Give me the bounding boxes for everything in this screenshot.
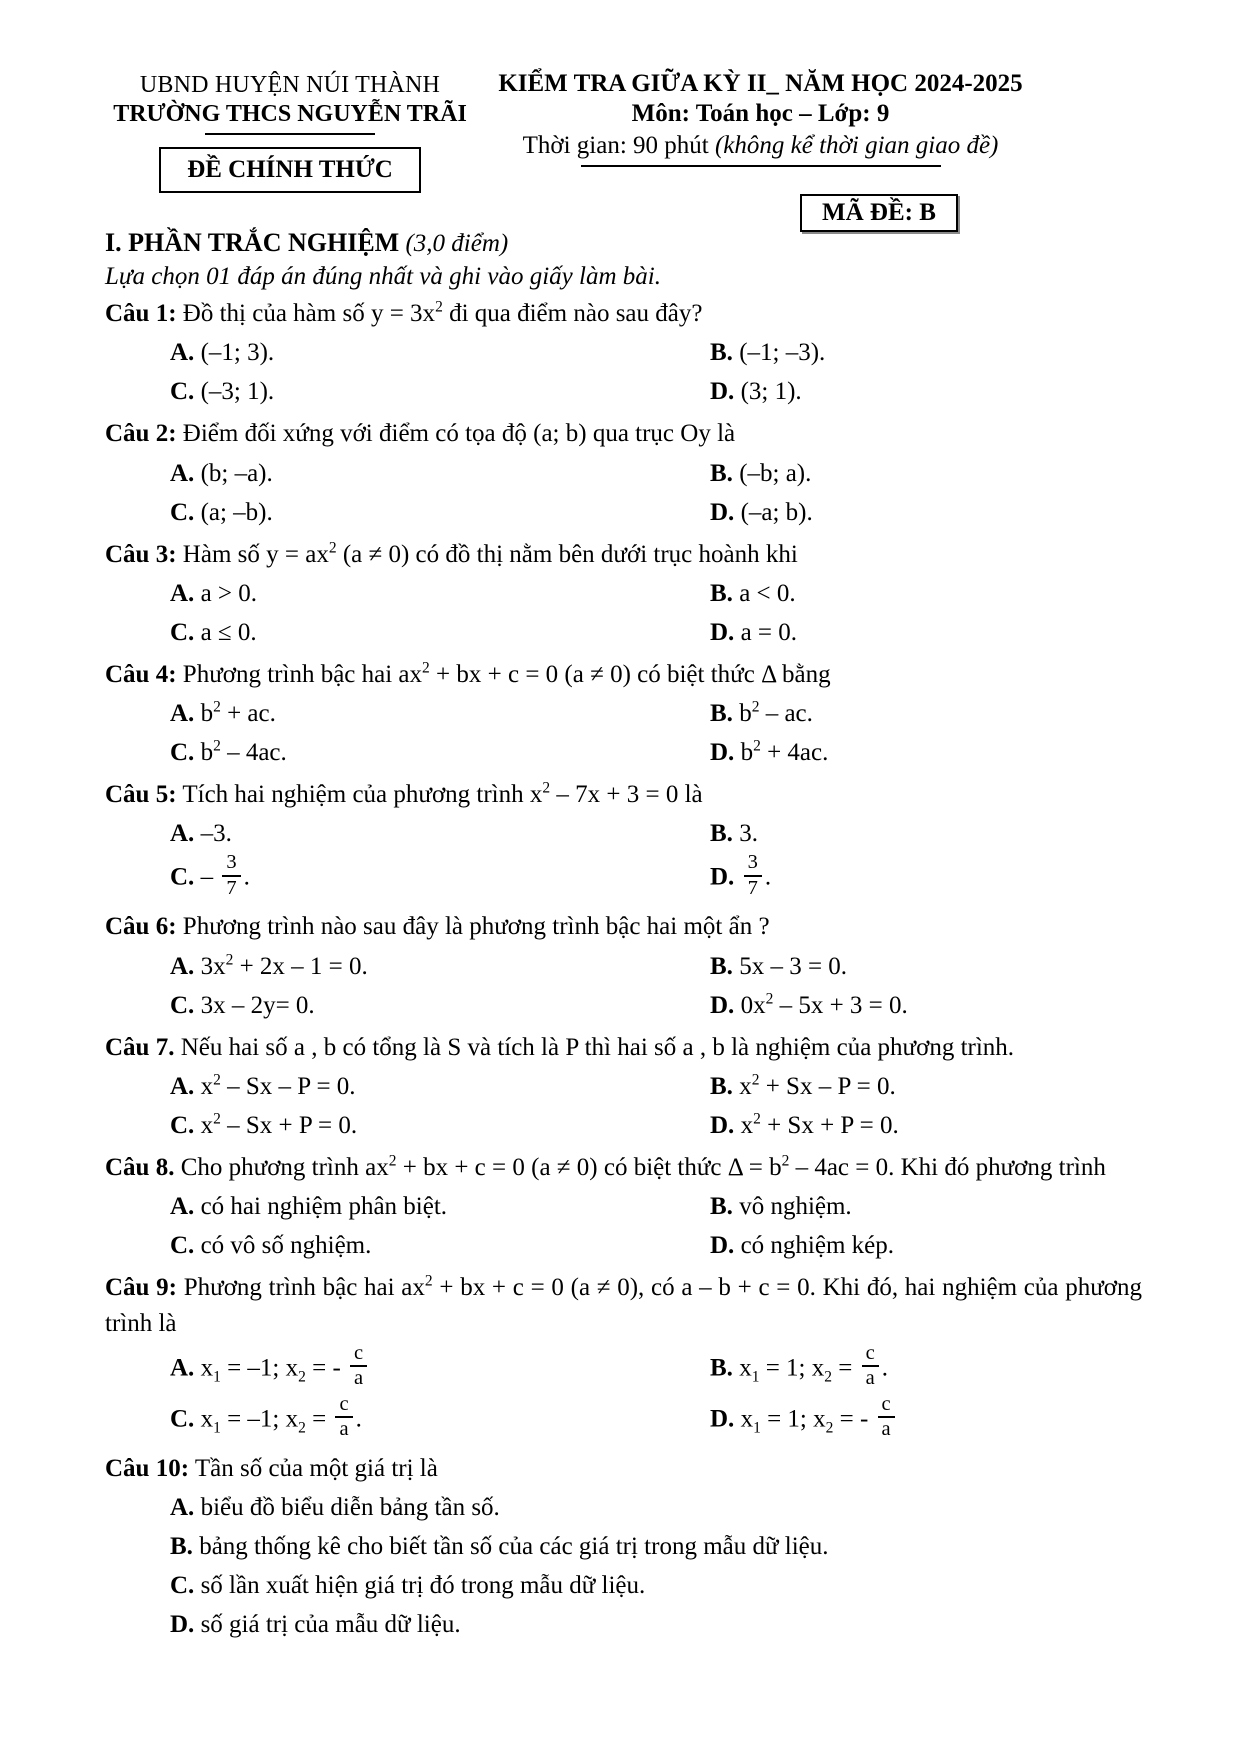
superscript: 2 — [328, 539, 337, 557]
question-2 — [105, 416, 1142, 531]
superscript: 2 — [424, 1272, 433, 1290]
question-8-option-A: A. có hai nghiệm phân biệt. — [170, 1193, 448, 1221]
question-8 — [105, 1150, 1142, 1265]
question-3-option-B: B. a < 0. — [710, 579, 796, 607]
question-2-option-C: C. (a; –b). — [170, 498, 273, 526]
option-letter: B. — [710, 339, 740, 367]
exam-title: KIỂM TRA GIỮA KỲ II_ NĂM HỌC 2024-2025 — [498, 70, 1023, 97]
header-exam-info — [478, 70, 1043, 167]
fraction: $\frac{3}{7}$ — [744, 852, 762, 899]
questions-list — [105, 296, 1142, 1644]
question-8-label: Câu 8. — [105, 1153, 175, 1181]
question-2-options — [105, 454, 1142, 532]
question-6-option-D: D. $0x^2 - 5x + 3 = 0$. — [710, 990, 908, 1019]
official-exam-box: ĐỀ CHÍNH THỨC — [159, 147, 421, 193]
superscript: 2 — [213, 698, 221, 716]
question-2-text: Câu 2: Điểm đối xứng với điểm có tọa độ (a; b) qua trục Oy là — [105, 420, 736, 448]
question-1-label: Câu 1: — [105, 300, 177, 327]
exam-body — [105, 228, 1142, 1644]
question-6-text: Câu 6: Phương trình nào sau đây là phương trình bậc hai một ẩn ? — [105, 913, 770, 941]
option-letter: D. — [710, 498, 741, 526]
question-10-option-C: C. số lần xuất hiện giá trị đó trong mẫu dữ liệu. — [170, 1571, 646, 1599]
question-8-text: Câu 8. Cho phương trình $ax^2$ + bx + c = 0 (a ≠ 0) có biệt thức $\Delta = b^2 - 4ac = 0$. Khi đó phương trình — [105, 1152, 1106, 1181]
question-6-label: Câu 6: — [105, 913, 177, 941]
question-5-option-A: A. –3. — [170, 820, 232, 848]
option-letter: A. — [170, 1072, 201, 1100]
subscript: 2 — [298, 1418, 306, 1436]
question-7-option-D: D. $x^2 + Sx + P = 0$. — [710, 1110, 899, 1139]
option-letter: C. — [170, 739, 201, 766]
option-letter: D. — [710, 991, 741, 1019]
superscript: 2 — [213, 1110, 221, 1128]
subscript: 1 — [751, 1367, 760, 1385]
section-points: (3,0 điểm) — [399, 230, 509, 257]
exam-duration — [478, 132, 1043, 160]
question-3-label: Câu 3: — [105, 540, 177, 568]
section-instruction: Lựa chọn 01 đáp án đúng nhất và ghi vào giấy làm bài. — [105, 263, 661, 290]
question-5-label: Câu 5: — [105, 781, 177, 808]
question-8-options — [105, 1187, 1142, 1265]
question-10-option-B: B. bảng thống kê cho biết tần số của các giá trị trong mẫu dữ liệu. — [170, 1532, 829, 1560]
option-letter: D. — [710, 739, 741, 766]
school-name-underline — [205, 133, 375, 135]
subscript: 2 — [824, 1367, 832, 1385]
question-7-options — [105, 1067, 1142, 1145]
option-letter: A. — [170, 700, 201, 727]
question-5-option-C: C. – $\frac{3}{7}$ . — [170, 851, 250, 899]
superscript: 2 — [753, 737, 761, 755]
question-10-label: Câu 10: — [105, 1454, 190, 1482]
question-4-text: Câu 4: Phương trình bậc hai $ax^2$ + bx + c = 0 (a ≠ 0) có biệt thức Δ bằng — [105, 659, 831, 688]
option-letter: A. — [170, 952, 201, 980]
superscript: 2 — [213, 1071, 221, 1089]
option-letter: B. — [710, 700, 740, 727]
option-letter: B. — [170, 1532, 200, 1560]
question-4-label: Câu 4: — [105, 660, 177, 688]
question-4 — [105, 657, 1142, 772]
option-letter: D. — [710, 863, 741, 891]
option-letter: C. — [170, 1571, 201, 1599]
option-letter: B. — [710, 1072, 740, 1100]
question-5 — [105, 777, 1142, 904]
option-letter: D. — [170, 1610, 201, 1638]
fraction: $\frac{c}{a}$ — [335, 1394, 352, 1441]
superscript: 2 — [781, 1152, 790, 1170]
question-6-option-C: C. 3x – 2y= 0. — [170, 991, 315, 1019]
question-10-option-A: A. biểu đồ biểu diễn bảng tần số. — [170, 1493, 500, 1521]
option-letter: C. — [170, 1404, 201, 1432]
fraction: $\frac{c}{a}$ — [878, 1394, 895, 1441]
option-letter: A. — [170, 1353, 201, 1381]
question-9-option-A: A. $x_1 = -1$; $x_2$ = - $\frac{c}{a}$ — [105, 1344, 710, 1395]
option-letter: A. — [170, 820, 201, 848]
header-organization — [110, 72, 470, 193]
option-letter: B. — [710, 1193, 740, 1221]
question-10-option-D: D. số giá trị của mẫu dữ liệu. — [170, 1610, 461, 1638]
question-2-option-A: A. (b; –a). — [170, 459, 273, 487]
question-7-label: Câu 7. — [105, 1033, 175, 1061]
subscript: 1 — [213, 1367, 221, 1385]
question-1-option-B: B. (–1; –3). — [710, 339, 826, 367]
option-letter: B. — [710, 579, 740, 607]
question-7-text: Câu 7. Nếu hai số a , b có tổng là S và tích là P thì hai số a , b là nghiệm của phương trình. — [105, 1033, 1015, 1061]
question-4-option-D: D. $b^2 + 4ac$. — [710, 737, 829, 766]
option-letter: B. — [710, 1353, 740, 1381]
question-7-option-C: C. $x^2 - Sx + P = 0$. — [170, 1110, 358, 1139]
exam-duration-label: Thời gian: 90 phút — [522, 132, 715, 159]
question-10 — [105, 1451, 1142, 1644]
question-7 — [105, 1030, 1142, 1145]
school-name: TRƯỜNG THCS NGUYỄN TRÃI — [113, 101, 467, 127]
option-letter: D. — [710, 378, 741, 406]
question-1-option-D: D. (3; 1). — [710, 378, 802, 406]
question-3-options — [105, 574, 1142, 652]
option-letter: A. — [170, 579, 201, 607]
question-9-options — [105, 1341, 1142, 1446]
question-5-options — [105, 814, 1142, 904]
question-1-options — [105, 333, 1142, 411]
option-letter: A. — [170, 459, 201, 487]
subscript: 2 — [298, 1367, 306, 1385]
fraction: $\frac{c}{a}$ — [862, 1343, 879, 1390]
question-9-option-B: B. $x_1 = 1$; $x_2$ = $\frac{c}{a}$ . — [710, 1341, 888, 1390]
question-5-text: Câu 5: Tích hai nghiệm của phương trình $x^2 - 7x + 3 = 0$ là — [105, 779, 703, 808]
superscript: 2 — [213, 737, 221, 755]
option-letter: B. — [710, 459, 740, 487]
question-1-option-A: A. (–1; 3). — [170, 339, 275, 367]
question-9-label: Câu 9: — [105, 1274, 178, 1302]
superscript: 2 — [225, 951, 234, 969]
question-4-options — [105, 694, 1142, 772]
question-9-option-D: D. $x_1 = 1$; $x_2$ = - $\frac{c}{a}$ — [710, 1395, 1142, 1446]
option-letter: D. — [710, 1232, 741, 1260]
superscript: 2 — [751, 698, 760, 716]
subscript: 1 — [753, 1418, 761, 1436]
option-letter: D. — [710, 618, 741, 646]
superscript: 2 — [422, 659, 430, 677]
question-3-text: Câu 3: Hàm số $y = ax^2$ (a ≠ 0) có đồ thị nằm bên dưới trục hoành khi — [105, 539, 798, 568]
subscript: 1 — [213, 1418, 221, 1436]
question-8-option-B: B. vô nghiệm. — [710, 1193, 852, 1221]
question-8-option-D: D. có nghiệm kép. — [710, 1232, 894, 1260]
exam-subject: Môn: Toán học – Lớp: 9 — [631, 100, 890, 127]
superscript: 2 — [765, 990, 774, 1008]
option-letter: C. — [170, 991, 201, 1019]
question-1-option-C: C. (–3; 1). — [170, 378, 275, 406]
option-letter: A. — [170, 1193, 201, 1221]
exam-duration-note: (không kể thời gian giao đề) — [714, 132, 999, 159]
exam-code-box: MÃ ĐỀ: B — [800, 194, 958, 232]
question-9 — [105, 1270, 1142, 1446]
question-3-option-A: A. a > 0. — [170, 579, 258, 607]
question-1-text: Câu 1: Đồ thị của hàm số $y = 3x^2$ đi qua điểm nào sau đây? — [105, 298, 703, 327]
question-6-option-A: A. $3x^2 + 2x - 1 = 0$. — [170, 951, 368, 980]
question-9-option-C: C. $x_1 = -1$; $x_2$ = $\frac{c}{a}$ . — [170, 1392, 362, 1441]
question-2-option-B: B. (–b; a). — [710, 459, 812, 487]
option-letter: D. — [710, 1111, 741, 1139]
option-letter: C. — [170, 618, 201, 646]
option-letter: B. — [710, 820, 740, 848]
option-letter: B. — [710, 952, 740, 980]
question-7-option-A: A. $x^2 - Sx - P = 0$. — [170, 1071, 356, 1100]
option-letter: C. — [170, 378, 201, 406]
question-6-option-B: B. 5x – 3 = 0. — [710, 952, 848, 980]
org-name: UBND HUYỆN NÚI THÀNH — [139, 72, 441, 98]
option-letter: D. — [710, 1404, 741, 1432]
question-6 — [105, 909, 1142, 1024]
question-3-option-C: C. a ≤ 0. — [170, 618, 257, 646]
question-10-text: Câu 10: Tần số của một giá trị là — [105, 1454, 438, 1482]
fraction: $\frac{c}{a}$ — [350, 1343, 367, 1390]
section-title: I. PHẦN TRẮC NGHIỆM — [105, 228, 400, 257]
question-5-option-B: B. 3. — [710, 820, 758, 848]
option-letter: C. — [170, 1232, 201, 1260]
option-letter: C. — [170, 863, 201, 891]
superscript: 2 — [753, 1110, 761, 1128]
fraction: $\frac{3}{7}$ — [222, 852, 240, 899]
question-4-option-A: A. $b^2$ + ac. — [170, 698, 276, 727]
question-2-option-D: D. (–a; b). — [710, 498, 813, 526]
subscript: 2 — [825, 1418, 834, 1436]
superscript: 2 — [751, 1071, 760, 1089]
exam-duration-underline — [581, 165, 941, 167]
option-letter: A. — [170, 339, 201, 367]
superscript: 2 — [388, 1152, 397, 1170]
question-7-option-B: B. $x^2 + Sx - P = 0$. — [710, 1071, 896, 1100]
question-2-label: Câu 2: — [105, 420, 177, 448]
question-3-option-D: D. a = 0. — [710, 618, 798, 646]
superscript: 2 — [435, 298, 443, 316]
section-heading — [105, 228, 1142, 258]
question-4-option-B: B. $b^2$ – ac. — [710, 698, 813, 727]
question-1 — [105, 296, 1142, 411]
question-4-option-C: C. $b^2 - 4ac$. — [170, 737, 287, 766]
question-9-text: Câu 9: Phương trình bậc hai $ax^2$ + bx + c = 0 (a ≠ 0), có a – b + c = 0. Khi đó, hai nghiệm của phương trình là — [105, 1272, 1142, 1338]
question-10-options — [105, 1488, 1142, 1644]
question-6-options — [105, 947, 1142, 1025]
question-3 — [105, 537, 1142, 652]
superscript: 2 — [542, 779, 551, 797]
option-letter: C. — [170, 1111, 201, 1139]
option-letter: A. — [170, 1493, 201, 1521]
question-5-option-D: D. $\frac{3}{7}$ . — [710, 851, 772, 899]
question-8-option-C: C. có vô số nghiệm. — [170, 1232, 372, 1260]
option-letter: C. — [170, 498, 201, 526]
